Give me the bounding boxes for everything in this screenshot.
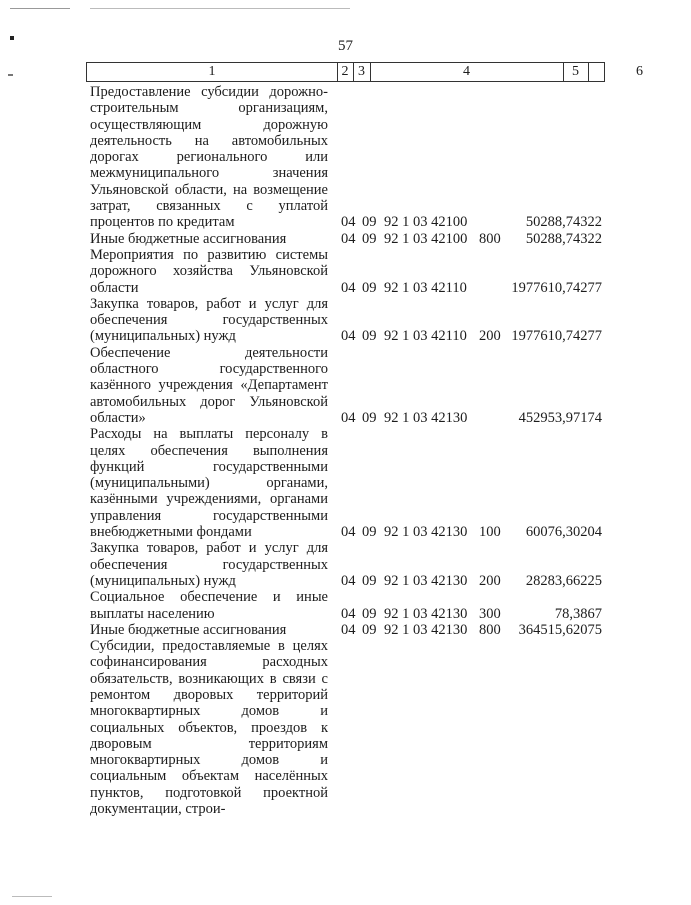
section-code: 04 [341, 409, 356, 426]
header-cell: 1 [208, 64, 216, 79]
subsection-code: 09 [362, 409, 377, 426]
subsection-code: 09 [362, 524, 377, 541]
table-row [90, 247, 610, 296]
table-row [90, 540, 610, 589]
table-header [86, 62, 643, 82]
item-description: Обеспечение деятельности областного государственного казённого учреждения «Департамент автомобильных дорог Ульяновской области» [90, 344, 328, 426]
scan-edge-line [10, 8, 70, 9]
target-article-code: 92 1 03 42130 [384, 572, 468, 589]
header-cell: 3 [358, 64, 365, 79]
target-article-code: 92 1 03 42100 [384, 230, 468, 247]
table-row [90, 589, 610, 622]
section-code: 04 [341, 230, 356, 247]
item-description: Расходы на выплаты персоналу в целях обеспечения выполнения функций государственными (муниципальными) органами, казёнными учреждениями, органами управления государственными внебюджетными фондами [90, 426, 328, 541]
item-description: Закупка товаров, работ и услуг для обеспечения государственных (муниципальных) нужд [90, 295, 328, 345]
target-article-code: 92 1 03 42130 [384, 621, 468, 638]
amount: 50288,74322 [525, 214, 602, 231]
amount: 50288,74322 [525, 230, 602, 247]
expense-type-code: 800 [479, 621, 501, 638]
header-cell: 5 [572, 64, 579, 79]
section-code: 04 [341, 524, 356, 541]
target-article-code: 92 1 03 42110 [384, 328, 467, 345]
header-cell: 6 [636, 64, 643, 79]
item-description: Иные бюджетные ассигнования [90, 621, 287, 638]
amount: 452953,97174 [518, 409, 602, 426]
scan-mark [10, 36, 14, 40]
table-row [90, 231, 610, 247]
item-description: Мероприятия по развитию системы дорожного хозяйства Ульяновской области [90, 246, 328, 296]
item-description: Закупка товаров, работ и услуг для обеспечения государственных (муниципальных) нужд [90, 540, 328, 589]
amount: 28283,66225 [525, 572, 602, 589]
section-code: 04 [341, 605, 356, 622]
budget-table-body [90, 84, 610, 817]
target-article-code: 92 1 03 42130 [384, 524, 468, 541]
item-description: Социальное обеспечение и иные выплаты населению [90, 589, 328, 622]
subsection-code: 09 [362, 572, 377, 589]
subsection-code: 09 [362, 328, 377, 345]
expense-type-code: 300 [479, 605, 501, 622]
amount: 1977610,74277 [511, 328, 602, 345]
item-description: Предоставление субсидии дорожно-строительным организациям, осуществляющим дорожную деятельность на автомобильных дорогах регионального или межмуниципального значения Ульяновской области, на возмещение затрат, связанных с уплатой процентов по кредитам [90, 84, 328, 231]
amount: 1977610,74277 [511, 279, 602, 296]
expense-type-code: 800 [479, 230, 501, 247]
subsection-code: 09 [362, 279, 377, 296]
section-code: 04 [341, 279, 356, 296]
section-code: 04 [341, 214, 356, 231]
target-article-code: 92 1 03 42130 [384, 409, 468, 426]
target-article-code: 92 1 03 42130 [384, 605, 468, 622]
scan-edge-line [90, 8, 350, 9]
target-article-code: 92 1 03 42110 [384, 279, 467, 296]
expense-type-code: 200 [479, 572, 501, 589]
section-code: 04 [341, 328, 356, 345]
subsection-code: 09 [362, 214, 377, 231]
amount: 364515,62075 [518, 621, 602, 638]
table-row [90, 638, 610, 817]
header-cell: 2 [341, 64, 349, 79]
amount: 78,3867 [554, 605, 602, 622]
table-row [90, 84, 610, 231]
table-row [90, 345, 610, 426]
section-code: 04 [341, 572, 356, 589]
header-cell: 4 [463, 64, 470, 79]
expense-type-code: 200 [479, 328, 501, 345]
table-row [90, 622, 610, 638]
table-row [90, 296, 610, 345]
page-number: 57 [338, 38, 353, 54]
item-description: Субсидии, предоставляемые в целях софинансирования расходных обязательств, возникающих в связи с ремонтом дворовых территорий многоквартирных домов и социальных объектов, проездов к дворовым территориям многоквартирных домов и социальным объектам населённых пунктов, подготовкой проектной документации, строи- [90, 638, 328, 818]
subsection-code: 09 [362, 621, 377, 638]
subsection-code: 09 [362, 230, 377, 247]
target-article-code: 92 1 03 42100 [384, 214, 468, 231]
scan-edge-line [12, 896, 52, 897]
amount: 60076,30204 [525, 524, 602, 541]
item-description: Иные бюджетные ассигнования [90, 230, 287, 247]
expense-type-code: 100 [479, 524, 501, 541]
section-code: 04 [341, 621, 356, 638]
subsection-code: 09 [362, 605, 377, 622]
table-row [90, 426, 610, 540]
scan-mark [8, 74, 13, 76]
